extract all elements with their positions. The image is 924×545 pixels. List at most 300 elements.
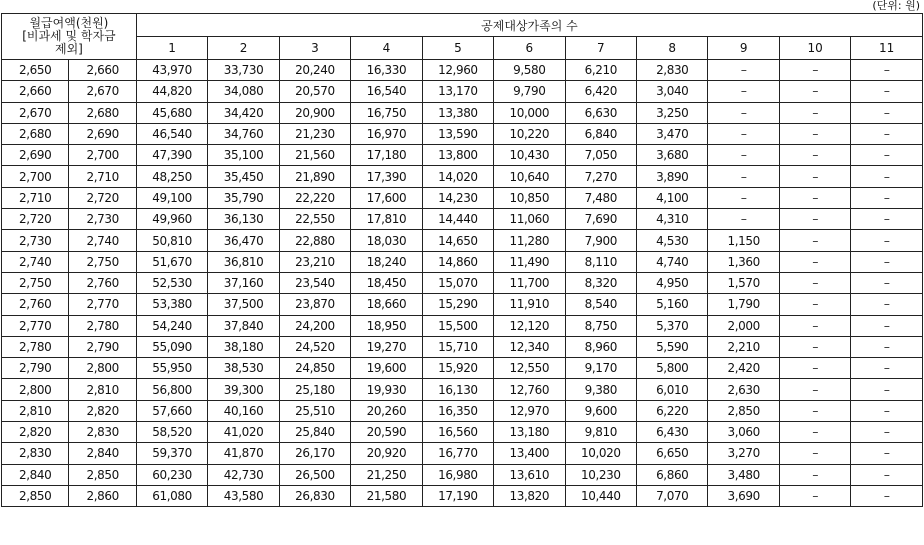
tax-cell-dependents-2: 33,730 (208, 60, 279, 81)
tax-cell-dependents-7: 6,210 (565, 60, 636, 81)
tax-cell-dependents-5: 14,860 (422, 251, 493, 272)
table-row (2, 251, 923, 272)
dependents-count-col-11: 11 (851, 37, 923, 60)
tax-cell-dependents-7: 9,600 (565, 400, 636, 421)
tax-cell-dependents-7: 8,750 (565, 315, 636, 336)
salary-to-cell: 2,740 (69, 230, 136, 251)
tax-cell-dependents-3: 25,510 (279, 400, 350, 421)
tax-cell-dependents-5: 15,710 (422, 336, 493, 357)
tax-cell-dependents-4: 16,750 (351, 102, 422, 123)
tax-cell-dependents-7: 9,170 (565, 358, 636, 379)
tax-cell-dependents-2: 35,790 (208, 187, 279, 208)
tax-cell-dependents-8: 4,310 (637, 209, 708, 230)
salary-from-cell: 2,790 (2, 358, 69, 379)
table-row (2, 400, 923, 421)
tax-cell-dependents-4: 20,920 (351, 443, 422, 464)
salary-from-cell: 2,700 (2, 166, 69, 187)
tax-cell-dependents-2: 41,020 (208, 422, 279, 443)
tax-cell-dependents-4: 18,240 (351, 251, 422, 272)
tax-cell-dependents-1: 53,380 (136, 294, 207, 315)
salary-from-cell: 2,800 (2, 379, 69, 400)
tax-cell-dependents-2: 37,840 (208, 315, 279, 336)
tax-cell-dependents-3: 25,180 (279, 379, 350, 400)
tax-cell-dependents-11: – (851, 187, 923, 208)
dependents-count-header-row (2, 37, 923, 60)
tax-cell-dependents-6: 10,220 (494, 123, 565, 144)
tax-cell-dependents-10: – (779, 315, 850, 336)
salary-to-cell: 2,730 (69, 209, 136, 230)
tax-cell-dependents-3: 22,220 (279, 187, 350, 208)
tax-cell-dependents-10: – (779, 209, 850, 230)
salary-to-cell: 2,760 (69, 272, 136, 293)
tax-cell-dependents-5: 15,070 (422, 272, 493, 293)
tax-cell-dependents-2: 40,160 (208, 400, 279, 421)
dependents-count-col-6: 6 (494, 37, 565, 60)
tax-cell-dependents-10: – (779, 422, 850, 443)
tax-cell-dependents-2: 41,870 (208, 443, 279, 464)
tax-cell-dependents-8: 4,530 (637, 230, 708, 251)
tax-cell-dependents-6: 13,820 (494, 485, 565, 506)
tax-cell-dependents-3: 22,880 (279, 230, 350, 251)
tax-cell-dependents-10: – (779, 166, 850, 187)
tax-cell-dependents-5: 12,960 (422, 60, 493, 81)
table-row (2, 464, 923, 485)
table-row (2, 60, 923, 81)
tax-cell-dependents-3: 21,560 (279, 145, 350, 166)
tax-cell-dependents-10: – (779, 358, 850, 379)
tax-cell-dependents-7: 8,110 (565, 251, 636, 272)
tax-cell-dependents-7: 7,050 (565, 145, 636, 166)
salary-from-cell: 2,710 (2, 187, 69, 208)
tax-cell-dependents-8: 5,800 (637, 358, 708, 379)
salary-to-cell: 2,830 (69, 422, 136, 443)
tax-cell-dependents-9: 2,630 (708, 379, 779, 400)
table-row (2, 485, 923, 506)
tax-cell-dependents-9: – (708, 166, 779, 187)
tax-cell-dependents-11: – (851, 358, 923, 379)
tax-cell-dependents-4: 20,260 (351, 400, 422, 421)
salary-to-cell: 2,780 (69, 315, 136, 336)
tax-cell-dependents-8: 7,070 (637, 485, 708, 506)
table-row (2, 422, 923, 443)
tax-cell-dependents-6: 11,280 (494, 230, 565, 251)
salary-from-cell: 2,810 (2, 400, 69, 421)
table-row (2, 209, 923, 230)
tax-cell-dependents-1: 58,520 (136, 422, 207, 443)
dependents-count-col-8: 8 (637, 37, 708, 60)
dependents-group-header: 공제대상가족의 수 (136, 14, 922, 37)
dependents-count-col-7: 7 (565, 37, 636, 60)
dependents-count-col-10: 10 (779, 37, 850, 60)
tax-cell-dependents-4: 16,970 (351, 123, 422, 144)
tax-cell-dependents-10: – (779, 443, 850, 464)
tax-cell-dependents-3: 21,230 (279, 123, 350, 144)
salary-to-cell: 2,720 (69, 187, 136, 208)
tax-cell-dependents-1: 51,670 (136, 251, 207, 272)
tax-cell-dependents-4: 19,270 (351, 336, 422, 357)
tax-cell-dependents-6: 12,970 (494, 400, 565, 421)
tax-cell-dependents-8: 6,430 (637, 422, 708, 443)
tax-cell-dependents-7: 6,840 (565, 123, 636, 144)
tax-cell-dependents-1: 57,660 (136, 400, 207, 421)
tax-cell-dependents-11: – (851, 123, 923, 144)
salary-from-cell: 2,750 (2, 272, 69, 293)
tax-cell-dependents-8: 6,220 (637, 400, 708, 421)
table-row (2, 315, 923, 336)
tax-cell-dependents-8: 3,890 (637, 166, 708, 187)
tax-cell-dependents-7: 6,630 (565, 102, 636, 123)
tax-cell-dependents-6: 11,700 (494, 272, 565, 293)
tax-cell-dependents-9: 3,690 (708, 485, 779, 506)
table-row (2, 187, 923, 208)
tax-cell-dependents-7: 8,540 (565, 294, 636, 315)
tax-cell-dependents-5: 13,380 (422, 102, 493, 123)
tax-cell-dependents-1: 55,090 (136, 336, 207, 357)
tax-cell-dependents-9: 2,850 (708, 400, 779, 421)
tax-cell-dependents-10: – (779, 60, 850, 81)
tax-cell-dependents-4: 19,930 (351, 379, 422, 400)
tax-cell-dependents-1: 55,950 (136, 358, 207, 379)
tax-cell-dependents-9: 2,420 (708, 358, 779, 379)
tax-cell-dependents-2: 34,760 (208, 123, 279, 144)
table-row (2, 145, 923, 166)
dependents-count-col-9: 9 (708, 37, 779, 60)
salary-from-cell: 2,670 (2, 102, 69, 123)
tax-cell-dependents-10: – (779, 294, 850, 315)
salary-to-cell: 2,790 (69, 336, 136, 357)
table-row (2, 81, 923, 102)
tax-cell-dependents-9: 1,360 (708, 251, 779, 272)
tax-cell-dependents-1: 44,820 (136, 81, 207, 102)
table-row (2, 336, 923, 357)
tax-cell-dependents-2: 37,160 (208, 272, 279, 293)
tax-cell-dependents-3: 23,540 (279, 272, 350, 293)
tax-cell-dependents-3: 22,550 (279, 209, 350, 230)
dependents-count-col-4: 4 (351, 37, 422, 60)
salary-from-cell: 2,840 (2, 464, 69, 485)
tax-cell-dependents-11: – (851, 102, 923, 123)
tax-cell-dependents-2: 38,180 (208, 336, 279, 357)
tax-cell-dependents-8: 4,100 (637, 187, 708, 208)
tax-cell-dependents-9: 2,000 (708, 315, 779, 336)
tax-cell-dependents-2: 34,080 (208, 81, 279, 102)
tax-cell-dependents-5: 13,170 (422, 81, 493, 102)
tax-cell-dependents-7: 10,230 (565, 464, 636, 485)
tax-cell-dependents-2: 34,420 (208, 102, 279, 123)
tax-cell-dependents-8: 5,160 (637, 294, 708, 315)
salary-to-cell: 2,680 (69, 102, 136, 123)
tax-cell-dependents-11: – (851, 464, 923, 485)
tax-cell-dependents-7: 8,960 (565, 336, 636, 357)
tax-cell-dependents-2: 39,300 (208, 379, 279, 400)
tax-cell-dependents-1: 60,230 (136, 464, 207, 485)
tax-cell-dependents-2: 36,130 (208, 209, 279, 230)
tax-cell-dependents-8: 3,470 (637, 123, 708, 144)
tax-cell-dependents-9: 2,210 (708, 336, 779, 357)
tax-cell-dependents-1: 59,370 (136, 443, 207, 464)
tax-cell-dependents-5: 13,800 (422, 145, 493, 166)
tax-cell-dependents-7: 7,480 (565, 187, 636, 208)
salary-from-cell: 2,680 (2, 123, 69, 144)
tax-cell-dependents-9: – (708, 123, 779, 144)
tax-cell-dependents-4: 18,660 (351, 294, 422, 315)
tax-cell-dependents-5: 16,980 (422, 464, 493, 485)
tax-cell-dependents-4: 16,540 (351, 81, 422, 102)
tax-cell-dependents-3: 23,210 (279, 251, 350, 272)
salary-from-cell: 2,770 (2, 315, 69, 336)
salary-to-cell: 2,660 (69, 60, 136, 81)
tax-cell-dependents-4: 18,950 (351, 315, 422, 336)
tax-cell-dependents-9: – (708, 145, 779, 166)
tax-cell-dependents-2: 36,810 (208, 251, 279, 272)
tax-cell-dependents-11: – (851, 315, 923, 336)
tax-cell-dependents-5: 15,290 (422, 294, 493, 315)
tax-cell-dependents-9: – (708, 60, 779, 81)
salary-from-cell: 2,660 (2, 81, 69, 102)
tax-cell-dependents-6: 11,490 (494, 251, 565, 272)
tax-cell-dependents-4: 20,590 (351, 422, 422, 443)
salary-to-cell: 2,710 (69, 166, 136, 187)
table-row (2, 272, 923, 293)
salary-from-cell: 2,820 (2, 422, 69, 443)
salary-from-cell: 2,830 (2, 443, 69, 464)
tax-cell-dependents-4: 16,330 (351, 60, 422, 81)
tax-cell-dependents-10: – (779, 336, 850, 357)
tax-cell-dependents-9: 1,790 (708, 294, 779, 315)
tax-cell-dependents-9: – (708, 187, 779, 208)
salary-from-cell: 2,850 (2, 485, 69, 506)
tax-cell-dependents-3: 25,840 (279, 422, 350, 443)
tax-cell-dependents-5: 17,190 (422, 485, 493, 506)
tax-cell-dependents-5: 14,650 (422, 230, 493, 251)
tax-cell-dependents-4: 19,600 (351, 358, 422, 379)
salary-to-cell: 2,690 (69, 123, 136, 144)
tax-cell-dependents-11: – (851, 272, 923, 293)
salary-to-cell: 2,670 (69, 81, 136, 102)
tax-cell-dependents-9: – (708, 209, 779, 230)
tax-cell-dependents-3: 20,570 (279, 81, 350, 102)
tax-cell-dependents-2: 35,450 (208, 166, 279, 187)
tax-cell-dependents-11: – (851, 166, 923, 187)
tax-cell-dependents-7: 9,380 (565, 379, 636, 400)
tax-cell-dependents-9: 3,480 (708, 464, 779, 485)
tax-cell-dependents-6: 12,120 (494, 315, 565, 336)
salary-to-cell: 2,750 (69, 251, 136, 272)
tax-cell-dependents-6: 13,610 (494, 464, 565, 485)
tax-cell-dependents-7: 10,440 (565, 485, 636, 506)
tax-cell-dependents-4: 17,390 (351, 166, 422, 187)
tax-cell-dependents-6: 10,850 (494, 187, 565, 208)
tax-cell-dependents-10: – (779, 272, 850, 293)
table-row (2, 166, 923, 187)
tax-cell-dependents-9: – (708, 102, 779, 123)
tax-cell-dependents-11: – (851, 485, 923, 506)
salary-to-cell: 2,800 (69, 358, 136, 379)
tax-cell-dependents-7: 10,020 (565, 443, 636, 464)
tax-cell-dependents-8: 5,590 (637, 336, 708, 357)
tax-cell-dependents-6: 10,430 (494, 145, 565, 166)
tax-cell-dependents-10: – (779, 379, 850, 400)
tax-cell-dependents-5: 16,560 (422, 422, 493, 443)
tax-cell-dependents-3: 23,870 (279, 294, 350, 315)
tax-cell-dependents-6: 13,180 (494, 422, 565, 443)
tax-cell-dependents-10: – (779, 464, 850, 485)
tax-cell-dependents-5: 15,500 (422, 315, 493, 336)
table-row (2, 102, 923, 123)
tax-cell-dependents-8: 2,830 (637, 60, 708, 81)
tax-cell-dependents-5: 13,590 (422, 123, 493, 144)
table-row (2, 379, 923, 400)
salary-to-cell: 2,820 (69, 400, 136, 421)
tax-cell-dependents-2: 36,470 (208, 230, 279, 251)
tax-cell-dependents-3: 26,170 (279, 443, 350, 464)
tax-cell-dependents-3: 26,830 (279, 485, 350, 506)
tax-cell-dependents-6: 12,340 (494, 336, 565, 357)
tax-cell-dependents-4: 18,030 (351, 230, 422, 251)
tax-cell-dependents-1: 56,800 (136, 379, 207, 400)
tax-cell-dependents-4: 17,180 (351, 145, 422, 166)
tax-cell-dependents-3: 20,240 (279, 60, 350, 81)
tax-cell-dependents-10: – (779, 400, 850, 421)
table-row (2, 230, 923, 251)
salary-from-cell: 2,780 (2, 336, 69, 357)
dependents-count-col-5: 5 (422, 37, 493, 60)
tax-cell-dependents-10: – (779, 81, 850, 102)
tax-cell-dependents-10: – (779, 485, 850, 506)
tax-cell-dependents-11: – (851, 251, 923, 272)
tax-cell-dependents-8: 4,950 (637, 272, 708, 293)
tax-cell-dependents-11: – (851, 422, 923, 443)
tax-cell-dependents-3: 24,200 (279, 315, 350, 336)
tax-cell-dependents-8: 6,860 (637, 464, 708, 485)
salary-header-line-2: [비과세 및 학자금 (22, 29, 116, 43)
tax-cell-dependents-1: 43,970 (136, 60, 207, 81)
tax-cell-dependents-1: 49,960 (136, 209, 207, 230)
tax-cell-dependents-5: 15,920 (422, 358, 493, 379)
tax-cell-dependents-2: 37,500 (208, 294, 279, 315)
tax-cell-dependents-2: 43,580 (208, 485, 279, 506)
tax-cell-dependents-8: 4,740 (637, 251, 708, 272)
tax-cell-dependents-11: – (851, 443, 923, 464)
tax-cell-dependents-2: 42,730 (208, 464, 279, 485)
tax-cell-dependents-3: 24,520 (279, 336, 350, 357)
tax-cell-dependents-9: – (708, 81, 779, 102)
tax-cell-dependents-3: 26,500 (279, 464, 350, 485)
tax-cell-dependents-6: 12,760 (494, 379, 565, 400)
dependents-count-col-3: 3 (279, 37, 350, 60)
tax-cell-dependents-11: – (851, 81, 923, 102)
tax-cell-dependents-4: 21,580 (351, 485, 422, 506)
tax-cell-dependents-6: 9,790 (494, 81, 565, 102)
salary-from-cell: 2,690 (2, 145, 69, 166)
tax-cell-dependents-5: 14,440 (422, 209, 493, 230)
tax-cell-dependents-1: 49,100 (136, 187, 207, 208)
tax-cell-dependents-11: – (851, 230, 923, 251)
salary-range-header (2, 14, 137, 60)
tax-cell-dependents-9: 1,150 (708, 230, 779, 251)
tax-cell-dependents-11: – (851, 400, 923, 421)
tax-cell-dependents-8: 5,370 (637, 315, 708, 336)
salary-to-cell: 2,860 (69, 485, 136, 506)
tax-cell-dependents-3: 20,900 (279, 102, 350, 123)
tax-cell-dependents-4: 21,250 (351, 464, 422, 485)
tax-cell-dependents-10: – (779, 187, 850, 208)
tax-cell-dependents-7: 8,320 (565, 272, 636, 293)
tax-cell-dependents-5: 16,770 (422, 443, 493, 464)
tax-cell-dependents-7: 7,900 (565, 230, 636, 251)
tax-cell-dependents-6: 11,910 (494, 294, 565, 315)
tax-cell-dependents-5: 14,230 (422, 187, 493, 208)
tax-cell-dependents-8: 3,680 (637, 145, 708, 166)
tax-cell-dependents-3: 24,850 (279, 358, 350, 379)
salary-from-cell: 2,760 (2, 294, 69, 315)
table-row (2, 443, 923, 464)
tax-cell-dependents-7: 7,270 (565, 166, 636, 187)
tax-cell-dependents-11: – (851, 379, 923, 400)
tax-cell-dependents-11: – (851, 60, 923, 81)
tax-cell-dependents-4: 17,810 (351, 209, 422, 230)
tax-cell-dependents-9: 3,270 (708, 443, 779, 464)
tax-cell-dependents-6: 10,000 (494, 102, 565, 123)
tax-cell-dependents-1: 45,680 (136, 102, 207, 123)
salary-to-cell: 2,840 (69, 443, 136, 464)
tax-cell-dependents-5: 16,130 (422, 379, 493, 400)
tax-cell-dependents-11: – (851, 336, 923, 357)
tax-cell-dependents-10: – (779, 145, 850, 166)
salary-to-cell: 2,700 (69, 145, 136, 166)
tax-cell-dependents-8: 3,250 (637, 102, 708, 123)
table-body (2, 60, 923, 507)
tax-cell-dependents-3: 21,890 (279, 166, 350, 187)
salary-from-cell: 2,740 (2, 251, 69, 272)
dependents-count-col-1: 1 (136, 37, 207, 60)
tax-cell-dependents-5: 14,020 (422, 166, 493, 187)
tax-cell-dependents-6: 10,640 (494, 166, 565, 187)
withholding-tax-table (1, 13, 923, 507)
tax-cell-dependents-4: 18,450 (351, 272, 422, 293)
tax-cell-dependents-4: 17,600 (351, 187, 422, 208)
tax-cell-dependents-6: 9,580 (494, 60, 565, 81)
tax-cell-dependents-1: 46,540 (136, 123, 207, 144)
unit-note: (단위: 원) (872, 0, 920, 12)
tax-cell-dependents-11: – (851, 294, 923, 315)
tax-cell-dependents-1: 54,240 (136, 315, 207, 336)
tax-cell-dependents-1: 47,390 (136, 145, 207, 166)
tax-cell-dependents-2: 38,530 (208, 358, 279, 379)
tax-cell-dependents-10: – (779, 102, 850, 123)
salary-to-cell: 2,770 (69, 294, 136, 315)
salary-to-cell: 2,850 (69, 464, 136, 485)
table-row (2, 123, 923, 144)
tax-cell-dependents-8: 6,650 (637, 443, 708, 464)
tax-cell-dependents-2: 35,100 (208, 145, 279, 166)
tax-cell-dependents-5: 16,350 (422, 400, 493, 421)
tax-cell-dependents-1: 48,250 (136, 166, 207, 187)
tax-cell-dependents-1: 61,080 (136, 485, 207, 506)
tax-cell-dependents-7: 7,690 (565, 209, 636, 230)
table-row (2, 358, 923, 379)
dependents-count-col-2: 2 (208, 37, 279, 60)
tax-cell-dependents-7: 9,810 (565, 422, 636, 443)
salary-header-line-3: 제외] (54, 42, 83, 56)
tax-cell-dependents-6: 11,060 (494, 209, 565, 230)
tax-cell-dependents-9: 1,570 (708, 272, 779, 293)
tax-cell-dependents-10: – (779, 230, 850, 251)
tax-cell-dependents-8: 6,010 (637, 379, 708, 400)
salary-from-cell: 2,720 (2, 209, 69, 230)
tax-cell-dependents-10: – (779, 123, 850, 144)
tax-cell-dependents-8: 3,040 (637, 81, 708, 102)
